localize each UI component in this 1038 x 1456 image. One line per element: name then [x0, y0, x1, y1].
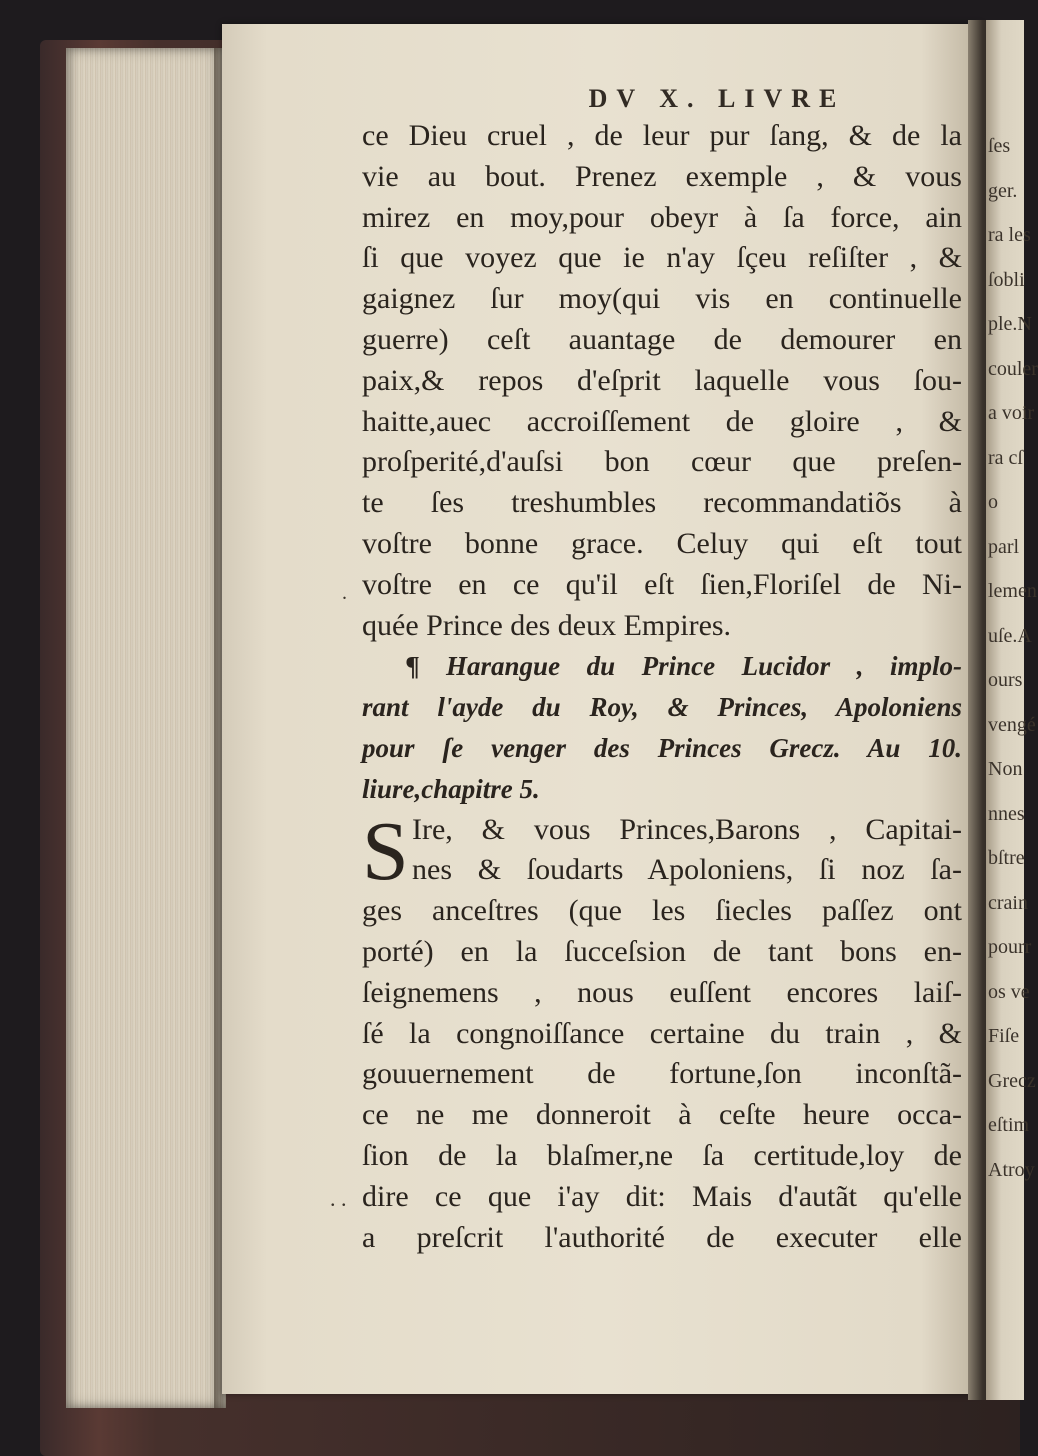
body-line: paix,& repos d'eſprit laquelle vous ſou- — [362, 363, 962, 397]
facing-page-fragment: crain — [988, 891, 1028, 914]
body-line: ſi que voyez que ie n'ay ſçeu reſiſter , & — [362, 241, 962, 275]
body-line: guerre) ceſt auantage de demourer en — [362, 322, 962, 356]
facing-page-fragment: eſtim — [988, 1114, 1030, 1136]
facing-page-fragment: ſobli — [988, 268, 1025, 291]
body-line: haitte,auec accroiſſement de gloire , & — [362, 404, 962, 438]
body-line: mirez en moy,pour obeyr à ſa force, ain — [362, 200, 962, 234]
facing-page-fragment: nnes — [988, 802, 1025, 825]
facing-page-fragment: vengé — [988, 713, 1036, 736]
speech-line: ſé la congnoiſſance certaine du train , & — [362, 1016, 962, 1050]
facing-page-fragment: o — [988, 491, 998, 513]
speech-line: nes & ſoudarts Apoloniens, ſi noz ſa- — [412, 853, 962, 887]
heading-line: ¶ Harangue du Prince Lucidor , implo- — [406, 651, 962, 682]
body-line: vie au bout. Prenez exemple , & vous — [362, 159, 962, 193]
page-text — [362, 84, 962, 1258]
heading-line: pour ſe venger des Princes Grecz. Au 10. — [362, 732, 962, 763]
facing-page-fragment: ſes — [988, 135, 1011, 157]
heading-line: liure,chapitre 5. — [362, 773, 540, 804]
facing-page-fragment: pourr — [988, 936, 1032, 958]
body-line: proſperité,d'auſsi bon cœur que preſen- — [362, 445, 962, 479]
body-line: quée Prince des deux Empires. — [362, 608, 732, 642]
facing-page-fragment: lemen — [988, 580, 1037, 602]
letter-body — [362, 116, 962, 646]
facing-page-fragment: ra cſ — [988, 446, 1023, 469]
body-line: voſtre bonne grace. Celuy qui eſt tout — [362, 526, 962, 560]
speech-line: ſeignemens , nous euſſent encores laiſ- — [362, 975, 962, 1009]
facing-page-fragment: Grecz — [988, 1069, 1036, 1092]
running-head: DV X. LIVRE — [588, 84, 846, 113]
speech-line: ges anceſtres (que les ſiecles paſſez ont — [362, 894, 962, 928]
body-line: voſtre en ce qu'il eſt ſien,Floriſel de Ni- — [362, 567, 962, 601]
margin-dots: . . — [330, 1186, 347, 1211]
body-line: gaignez ſur moy(qui vis en continuelle — [362, 282, 962, 316]
facing-page — [986, 20, 1038, 1400]
speech-line: Ire, & vous Princes,Barons , Capitai- — [412, 812, 962, 846]
facing-page-fragment: os ve — [988, 980, 1030, 1003]
speech-line: a preſcrit l'authorité de executer elle — [362, 1220, 962, 1254]
facing-page-fragment: Fiſe — [988, 1025, 1020, 1047]
facing-page-fragment: Non — [988, 758, 1023, 780]
margin-mark: . — [342, 582, 347, 604]
speech-line: porté) en la ſucceſsion de tant bons en- — [362, 934, 962, 968]
facing-page-fragment: ger. — [988, 179, 1018, 202]
facing-page-fragment: couler — [988, 357, 1038, 380]
body-line: te ſes treshumbles recommandatiõs à — [362, 486, 962, 520]
drop-cap: S — [362, 804, 409, 898]
facing-page-fragment: bſtre — [988, 847, 1025, 869]
facing-page-fragment: ple.N — [988, 313, 1032, 335]
section-heading — [362, 646, 962, 809]
fore-edge-pages — [66, 48, 226, 1408]
heading-line: rant l'ayde du Roy, & Princes, Apoloniens — [362, 692, 962, 723]
speech-line: dire ce que i'ay dit: Mais d'autãt qu'elle — [362, 1179, 962, 1213]
facing-page-fragment: a voir — [988, 402, 1035, 424]
speech-line: gouuernement de fortune,ſon inconſtã- — [362, 1057, 962, 1091]
facing-page-fragment: Atroy — [988, 1158, 1035, 1181]
facing-page-fragment: ra les — [988, 224, 1031, 246]
speech-body — [362, 804, 962, 1259]
facing-page-fragment: uſe.A — [988, 624, 1032, 647]
speech-line: ce ne me donneroit à ceſte heure occa- — [362, 1098, 962, 1132]
facing-page-fragment: ours — [988, 669, 1023, 691]
facing-page-fragment: parl — [988, 535, 1020, 558]
speech-line: ſion de la blaſmer,ne ſa certitude,loy de — [362, 1138, 962, 1172]
body-line: ce Dieu cruel , de leur pur ſang, & de la — [362, 119, 962, 152]
